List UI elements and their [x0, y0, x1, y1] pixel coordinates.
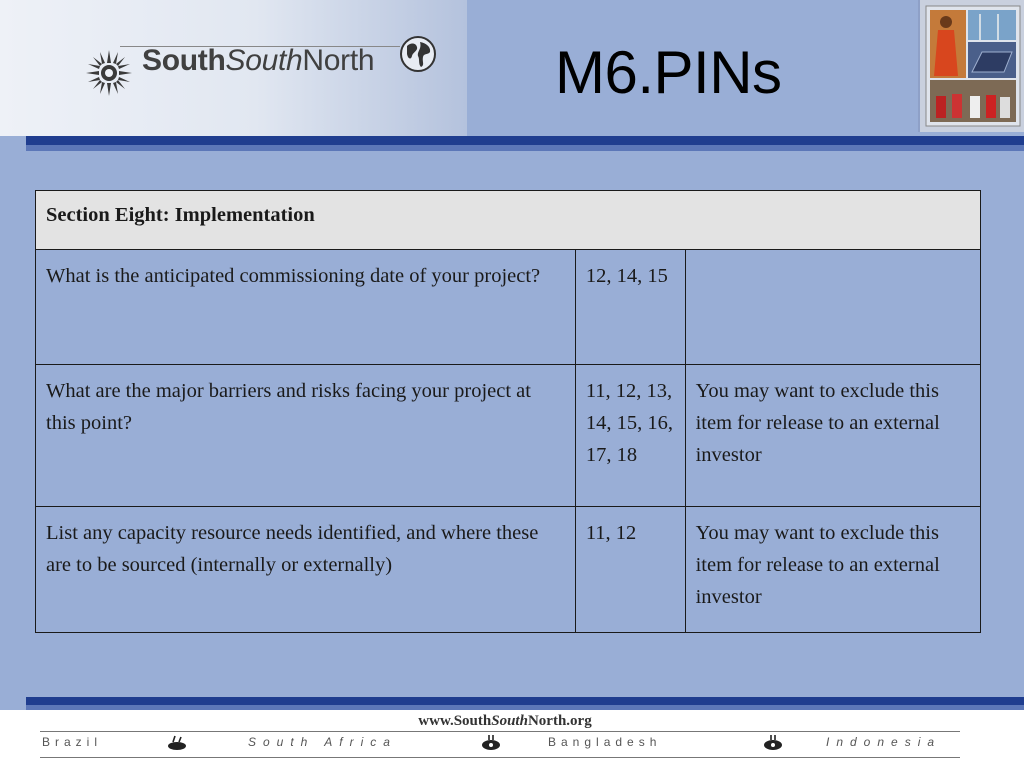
refs-cell: 12, 14, 15 — [575, 250, 685, 365]
logo-panel — [0, 0, 467, 136]
slide-footer — [0, 710, 1024, 768]
country-south-africa: South Africa — [248, 735, 397, 749]
logo-wordmark — [142, 44, 374, 78]
footer-line-bottom — [40, 757, 960, 758]
bird-icon — [480, 734, 502, 752]
refs-cell: 11, 12 — [575, 507, 685, 633]
globe-icon — [398, 34, 438, 74]
logo-south-italic: South — [225, 44, 303, 77]
footer-rule-dark — [26, 697, 1024, 705]
note-cell: You may want to exclude this item for release to an external investor — [685, 507, 980, 633]
note-cell: You may want to exclude this item for release to an external investor — [685, 365, 980, 507]
logo-north: North — [302, 44, 375, 77]
bird-icon — [166, 734, 188, 752]
section-title-cell: Section Eight: Implementation — [36, 191, 981, 250]
url-suffix: North.org — [527, 713, 592, 729]
url-prefix: www.South — [418, 713, 492, 729]
url-italic: South — [491, 713, 528, 729]
bird-icon — [762, 734, 784, 752]
footer-line-top — [40, 731, 960, 732]
implementation-table — [35, 190, 981, 633]
header-rule-dark — [26, 136, 1024, 145]
table-row — [36, 250, 981, 365]
slide-header — [0, 0, 1024, 136]
table-header-row — [36, 191, 981, 250]
refs-cell: 11, 12, 13, 14, 15, 16, 17, 18 — [575, 365, 685, 507]
country-brazil: Brazil — [42, 735, 103, 749]
website-url — [0, 713, 1010, 730]
question-cell: List any capacity resource needs identified, and where these are to be sourced (internally or externally) — [36, 507, 576, 633]
question-cell: What is the anticipated commissioning date of your project? — [36, 250, 576, 365]
table-row — [36, 365, 981, 507]
country-bangladesh: Bangladesh — [548, 735, 662, 749]
question-cell: What are the major barriers and risks facing your project at this point? — [36, 365, 576, 507]
header-rule-light — [26, 145, 1024, 151]
note-cell — [685, 250, 980, 365]
page-title: M6.PINs — [555, 39, 782, 106]
country-indonesia: Indonesia — [826, 735, 942, 749]
logo-south-bold: South — [142, 44, 226, 77]
photo-collage-image — [920, 0, 1024, 132]
table-row — [36, 507, 981, 633]
photo-collage — [918, 0, 1024, 132]
sun-icon — [84, 48, 134, 98]
